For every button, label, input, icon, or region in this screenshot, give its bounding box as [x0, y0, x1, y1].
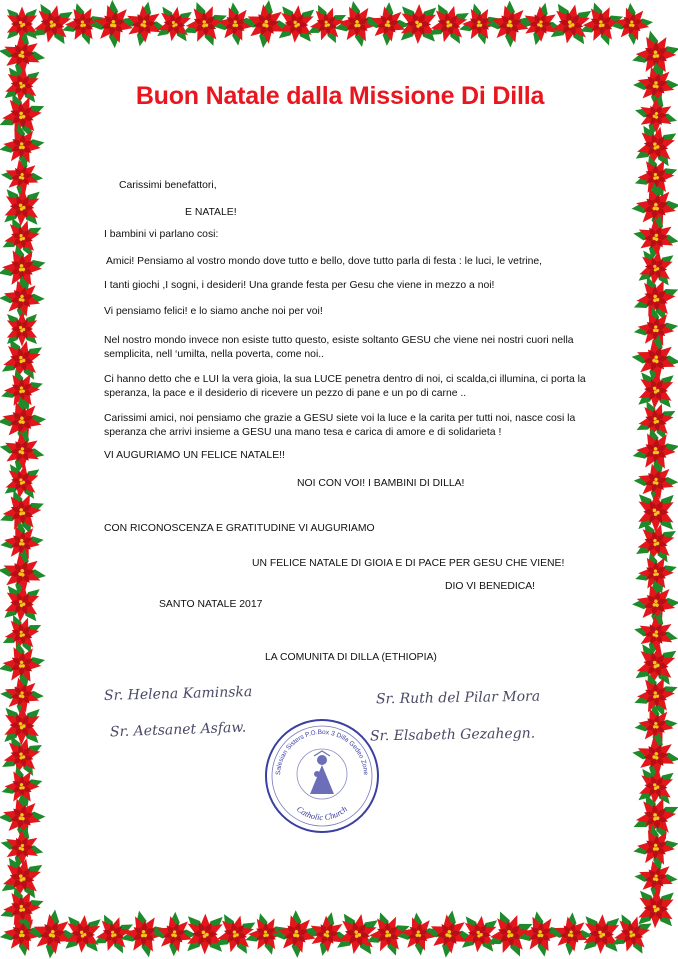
- wish-line: VI AUGURIAMO UN FELICE NATALE!!: [104, 450, 285, 461]
- christmas-wish-line: UN FELICE NATALE DI GIOIA E DI PACE PER GESU CHE VIENE!: [252, 558, 565, 569]
- poinsettia-icon: [147, 907, 201, 959]
- date-line: SANTO NATALE 2017: [159, 599, 263, 610]
- poinsettia-icon: [0, 185, 43, 228]
- poinsettia-icon: [634, 490, 677, 533]
- greeting: Carissimi benefattori,: [119, 180, 217, 191]
- paragraph-4-line-1: Ci hanno detto che e LUI la vera gioia, la sua LUCE penetra dentro di noi, ci scalda,ci illumina, ci porta la: [104, 374, 586, 385]
- letter-title: Buon Natale dalla Missione Di Dilla: [135, 82, 545, 110]
- madonna-icon: [310, 751, 334, 794]
- seal-top-text: Salesian Sisters P.O.Box 3 Dilla Gedeo Zone: [274, 728, 370, 776]
- paragraph-4-line-2: speranza, la pace e il desiderio di ricevere un pezzo di pane e un po di carne ..: [104, 388, 467, 399]
- paragraph-3-line-2: semplicita, nell ‘umilta, nella poverta, come noi..: [104, 349, 325, 360]
- signature-elsabeth: Sr. Elsabeth Gezahegn.: [369, 725, 536, 745]
- poinsettia-icon: [4, 311, 40, 347]
- seal-bottom-text: Catholic Church: [294, 803, 350, 823]
- paragraph-1-line-1: Amici! Pensiamo al vostro mondo dove tutto e bello, dove tutto parla di festa : le luci, le vetrine,: [106, 256, 543, 267]
- signature-helena: Sr. Helena Kaminska: [103, 684, 253, 704]
- letter-page: [90, 72, 590, 892]
- poinsettia-icon: [634, 887, 677, 930]
- poinsettia-icon: [635, 369, 678, 412]
- paragraph-5-line-1: Carissimi amici, noi pensiamo che grazie a GESU siete voi la luce e la carita per tutti noi, nasce cosi la: [104, 413, 576, 424]
- catholic-church-seal: [262, 716, 382, 836]
- poinsettia-icon: [0, 704, 43, 747]
- blessing-line: DIO VI BENEDICA!: [445, 581, 536, 592]
- svg-text:Catholic Church: [295, 804, 349, 822]
- paragraph-2: Vi pensiamo felici! e lo siamo anche noi per voi!: [104, 306, 323, 317]
- natale-heading: E NATALE!: [185, 207, 237, 218]
- paragraph-1-line-2: I tanti giochi ,I sogni, i desideri! Una grande festa per Gesu che viene in mezzo a noi!: [104, 280, 495, 291]
- gratitude-line: CON RICONOSCENZA E GRATITUDINE VI AUGURIAMO: [104, 523, 375, 534]
- signature-ruth: Sr. Ruth del Pilar Mora: [375, 688, 541, 708]
- intro-line: I bambini vi parlano cosi:: [104, 229, 219, 240]
- poinsettia-icon: [4, 6, 40, 42]
- signature-aetsanet: Sr. Aetsanet Asfaw.: [109, 719, 247, 741]
- paragraph-3-line-1: Nel nostro mondo invece non esiste tutto questo, esiste soltanto GESU che viene nei nostri cuori nella: [104, 335, 574, 346]
- paragraph-5-line-2: speranza che arrivi insieme a GESU una mano tesa e carica di amore e di solidarieta !: [104, 427, 502, 438]
- community-line: LA COMUNITA DI DILLA (ETHIOPIA): [265, 652, 437, 663]
- children-signoff: NOI CON VOI! I BAMBINI DI DILLA!: [297, 478, 465, 489]
- poinsettia-icon: [420, 905, 478, 959]
